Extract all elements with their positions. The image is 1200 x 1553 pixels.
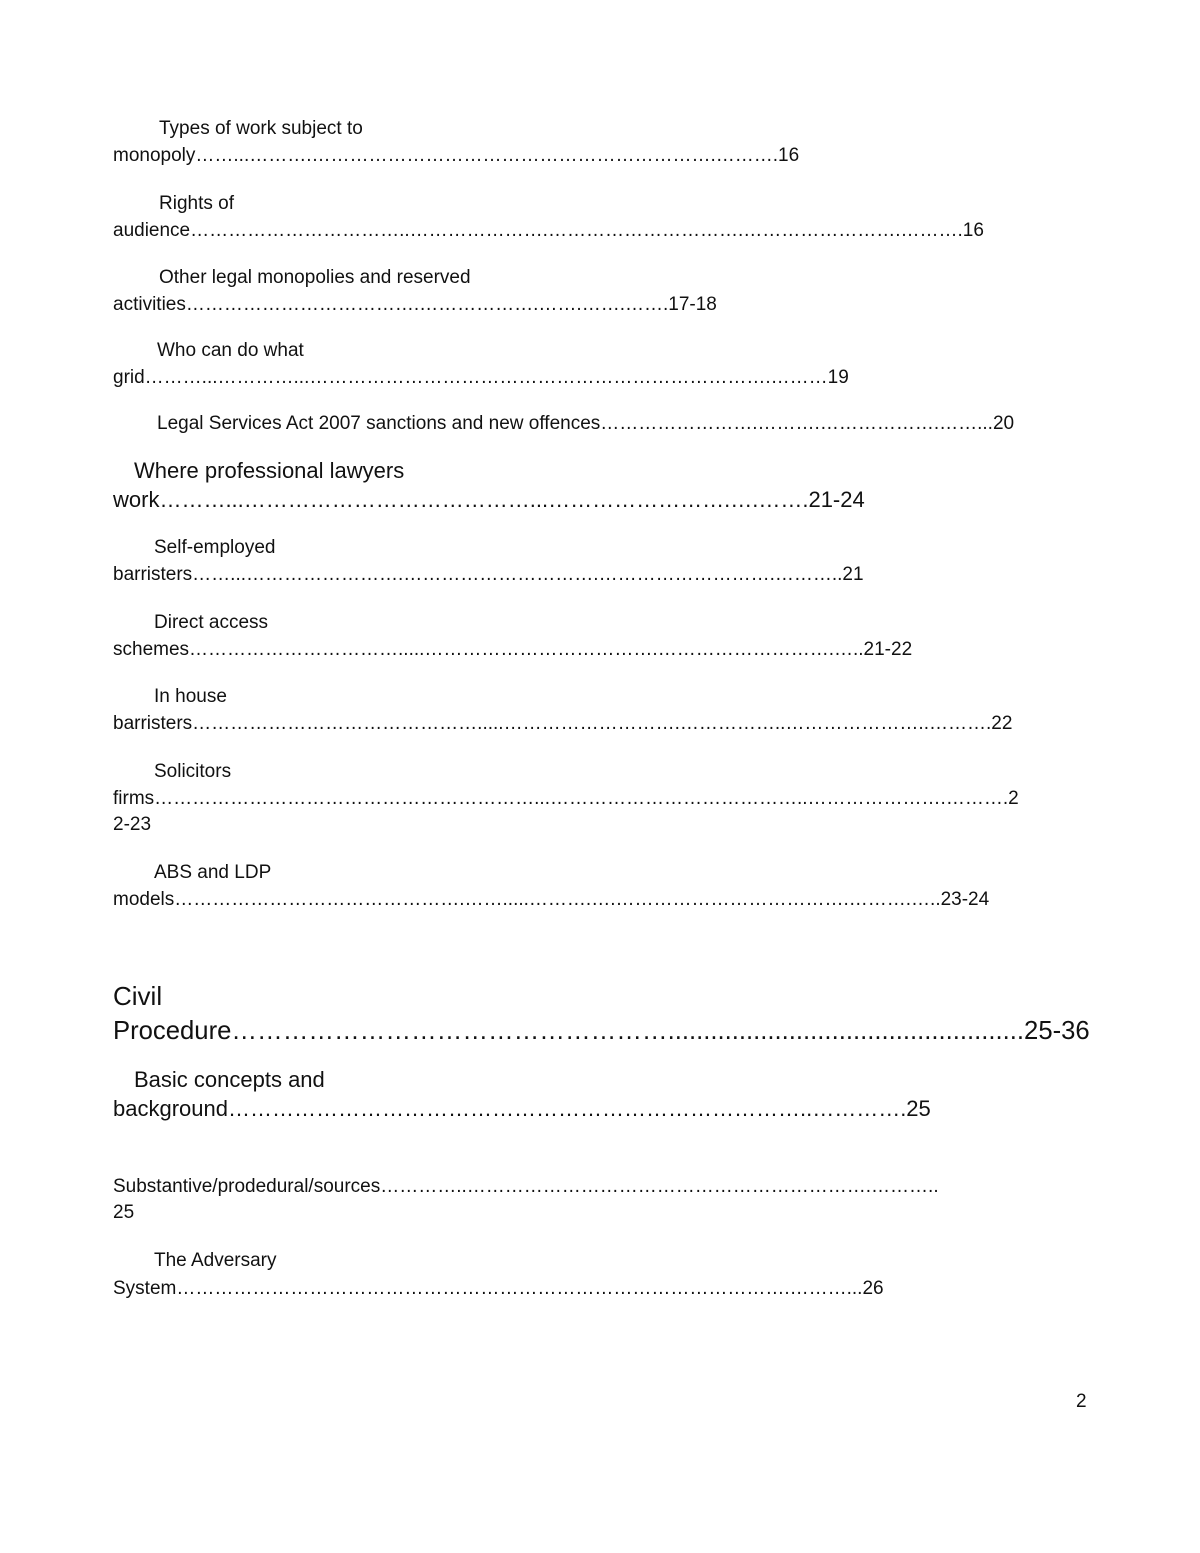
toc-entry-leader: schemes…………………………….....……………………………….……………………….…..21-22 — [113, 639, 913, 660]
toc-entry-page-range: 2-23 — [113, 814, 152, 835]
toc-section-leader: background……………………………………………………………………..………….25 — [113, 1096, 931, 1121]
page-number: 2 — [1076, 1391, 1087, 1412]
toc-entry-title: Self-employed — [154, 537, 276, 558]
toc-entry-title: Rights of — [159, 193, 234, 214]
toc-section-leader: work………...…………………………………...…………………….….…….21-24 — [113, 487, 865, 512]
toc-entry-title: Types of work subject to — [159, 118, 363, 139]
toc-entry-leader: Substantive/prodedural/sources…………..……………………………………………………….……….. — [113, 1176, 939, 1197]
toc-entry-leader: barristers……...…………………….………………………….……………………….………..21 — [113, 564, 864, 585]
toc-chapter-title: Civil — [113, 981, 163, 1011]
toc-chapter-leader: Procedure……………………………………………..................................................25-36 — [113, 1015, 1090, 1045]
toc-entry-leader: audience……………………………..………………….………………………….…………………….……….16 — [113, 220, 984, 241]
toc-entry-page-range: 25 — [113, 1202, 135, 1223]
toc-entry-title: Other legal monopolies and reserved — [159, 267, 471, 288]
toc-entry-title: The Adversary — [154, 1250, 277, 1271]
toc-entry-leader: System…………………………………………………………………………………….………...26 — [113, 1278, 884, 1299]
toc-entry-leader: grid………...…………...……………………………………………………………….………19 — [113, 367, 849, 388]
toc-section-title: Where professional lawyers — [134, 458, 405, 483]
toc-entry-leader: models……………………………………….…….....……….….……………………………….……….…..23-24 — [113, 889, 990, 910]
toc-section-title: Basic concepts and — [134, 1067, 325, 1092]
toc-entry-leader: Legal Services Act 2007 sanctions and new offences…………………….……….……………….……...20 — [157, 413, 1015, 434]
toc-entry-title: Solicitors — [154, 761, 232, 782]
toc-entry-leader: barristers……………………………………….....……………………….……………..…………………..……….22 — [113, 713, 1013, 734]
toc-entry-title: In house — [154, 686, 227, 707]
toc-entry-leader: monopoly……...……….……………………………………………………….……….16 — [113, 145, 800, 166]
toc-entry-leader: activities……………………………….……………….…….…….…….17-18 — [113, 294, 717, 315]
toc-entry-title: ABS and LDP — [154, 862, 272, 883]
toc-entry-leader: firms……………………………………………………...…………………………………..………………….……….2 — [113, 788, 1019, 809]
toc-entry-title: Who can do what — [157, 340, 304, 361]
toc-entry-title: Direct access — [154, 612, 269, 633]
